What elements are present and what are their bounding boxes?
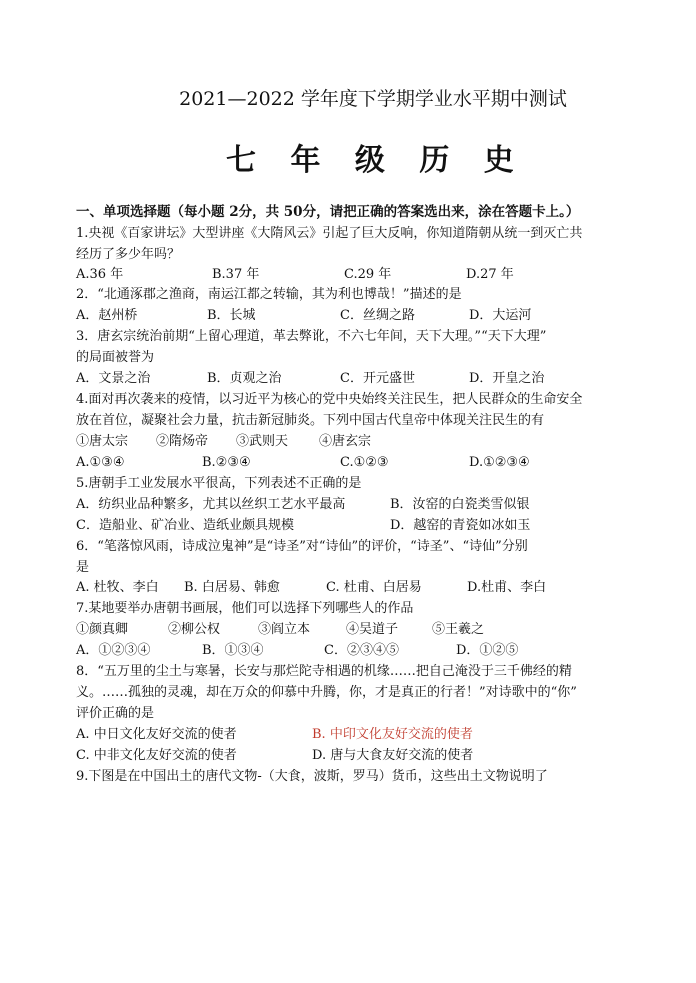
option-c: C．②③④⑤	[324, 643, 399, 658]
option-d: D.杜甫、李白	[467, 580, 547, 595]
option-d: D．开皇之治	[469, 371, 545, 386]
list-item: ③武则天	[236, 434, 289, 449]
option-b: B. 白居易、韩愈	[184, 580, 280, 595]
option-b: B．贞观之治	[207, 371, 282, 386]
option-a: A．赵州桥	[76, 308, 138, 323]
option-c: C. 中非文化友好交流的使者	[76, 748, 237, 763]
option-b: B．长城	[207, 308, 256, 323]
option-b: B. 中印文化友好交流的使者	[312, 727, 473, 742]
option-a: A. 中日文化友好交流的使者	[76, 727, 237, 742]
subject-title: 七 年 级 历 史	[226, 143, 526, 178]
option-c: C.29 年	[344, 267, 392, 282]
question-3-stem: 3．唐玄宗统治前期“上留心理道，革去弊讹，不六七年间，天下大理。”“天下大理”	[76, 329, 547, 344]
list-item: ③阎立本	[258, 622, 311, 637]
option-d: D．大运河	[469, 308, 532, 323]
list-item: ②隋炀帝	[156, 434, 209, 449]
option-b: B．汝窑的白瓷类雪似银	[390, 497, 530, 512]
exam-title: 2021—2022 学年度下学期学业水平期中测试	[179, 88, 567, 110]
option-d: D.27 年	[466, 267, 514, 282]
option-d: D．越窑的青瓷如冰如玉	[390, 518, 531, 533]
option-c: C．造船业、矿冶业、造纸业颇具规模	[76, 518, 294, 533]
question-5-stem: 5.唐朝手工业发展水平很高，下列表述不正确的是	[76, 476, 362, 491]
question-9-stem: 9.下图是在中国出土的唐代文物-（大食，波斯，罗马）货币，这些出土文物说明了	[76, 769, 548, 784]
option-a: A. 杜牧、李白	[76, 580, 159, 595]
question-2-stem: 2．“北通涿郡之渔商，南运江都之转输，其为利也博哉！”描述的是	[76, 287, 462, 302]
option-a: A．①②③④	[76, 643, 151, 658]
option-c: C．开元盛世	[340, 371, 415, 386]
question-1-stem-cont: 经历了多少年吗？	[76, 247, 181, 262]
option-a: A.①③④	[76, 455, 125, 470]
option-a: A.36 年	[76, 267, 124, 282]
question-8-stem: 8．“五万里的尘土与寒暑，长安与那烂陀寺相遇的机缘……把自己淹没于三千佛经的精	[76, 664, 572, 679]
list-item: ④吴道子	[346, 622, 399, 637]
list-item: ②柳公权	[168, 622, 221, 637]
option-c: C. 杜甫、白居易	[326, 580, 422, 595]
option-a: A．纺织业品种繁多，尤其以丝织工艺水平最高	[76, 497, 346, 512]
question-8-stem-cont2: 评价正确的是	[76, 706, 155, 721]
question-1-stem: 1.央视《百家讲坛》大型讲座《大隋风云》引起了巨大反响，你知道隋朝从统一到灭亡共	[76, 226, 583, 241]
question-6-stem-cont: 是	[76, 560, 90, 575]
list-item: ①唐太宗	[76, 434, 129, 449]
list-item: ④唐玄宗	[319, 434, 372, 449]
option-c: C.①②③	[340, 455, 389, 470]
option-d: D. 唐与大食友好交流的使者	[312, 748, 474, 763]
option-d: D.①②③④	[469, 455, 530, 470]
question-3-stem-cont: 的局面被誉为	[76, 350, 155, 365]
list-item: ①颜真卿	[76, 622, 129, 637]
list-item: ⑤王羲之	[432, 622, 485, 637]
option-b: B.37 年	[212, 267, 260, 282]
option-c: C．丝绸之路	[340, 308, 415, 323]
option-a: A．文景之治	[76, 371, 151, 386]
option-b: B.②③④	[202, 455, 251, 470]
question-6-stem: 6．“笔落惊风雨，诗成泣鬼神”是“诗圣”对“诗仙”的评价，“诗圣”、“诗仙”分别	[76, 539, 528, 554]
question-4-stem-cont: 放在首位，凝聚社会力量，抗击新冠肺炎。下列中国古代皇帝中体现关注民生的有	[76, 413, 545, 428]
option-d: D．①②⑤	[456, 643, 519, 658]
option-b: B．①③④	[202, 643, 264, 658]
question-4-stem: 4.面对再次袭来的疫情，以习近平为核心的党中央始终关注民生，把人民群众的生命安全	[76, 392, 583, 407]
question-7-stem: 7.某地要举办唐朝书画展，他们可以选择下列哪些人的作品	[76, 601, 414, 616]
section-heading: 一、单项选择题（每小题 2分，共 50分，请把正确的答案选出来，涂在答题卡上。）	[76, 204, 580, 220]
question-8-stem-cont: 义。……孤独的灵魂，却在万众的仰慕中升腾，你，才是真正的行者！”对诗歌中的“你”	[76, 685, 577, 700]
